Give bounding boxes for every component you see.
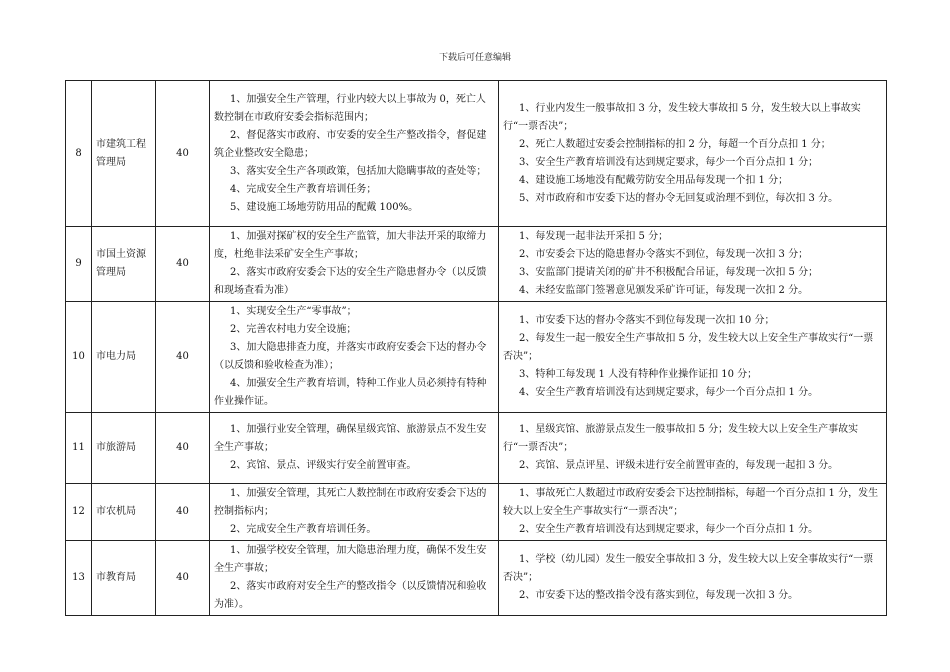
table-row xyxy=(66,541,887,616)
table-row xyxy=(66,81,887,227)
penalty-item: 2、宾馆、景点评星、评级未进行安全前置审查的，每发现一起扣 3 分。 xyxy=(519,460,839,471)
department-name: 市国土资源管理局 xyxy=(92,227,156,302)
requirement-item: 5、建设施工场地劳防用品的配戴 100%。 xyxy=(230,201,419,213)
requirement-item: 1、加强安全生产管理，行业内较大以上事故为 0，死亡人数控制在市政府安委会指标范围内； xyxy=(214,93,486,123)
score-value: 40 xyxy=(156,302,210,413)
penalty-item: 2、每发生一起一般安全生产事故扣 5 分，发生较大以上安全生产事故实行“一票否决”； xyxy=(503,333,874,362)
penalties-cell xyxy=(499,302,887,413)
penalty-item: 4、建设施工场地没有配戴劳防安全用品每发现一个扣 1 分； xyxy=(519,174,789,186)
table-row xyxy=(66,227,887,302)
department-name: 市农机局 xyxy=(92,484,156,541)
row-number: 9 xyxy=(66,227,92,302)
requirement-item: 2、完成安全生产教育培训任务。 xyxy=(230,524,377,535)
requirement-item: 2、落实市政府安委会下达的安全生产隐患督办令（以反馈和现场查看为准） xyxy=(214,267,487,296)
department-name: 市旅游局 xyxy=(92,413,156,484)
penalties-cell xyxy=(499,484,887,541)
penalty-item: 3、安全生产教育培训没有达到规定要求，每少一个百分点扣 1 分； xyxy=(519,156,819,168)
table-row xyxy=(66,413,887,484)
penalty-item: 3、安监部门提请关闭的矿井不积极配合吊证，每发现一次扣 5 分； xyxy=(519,267,819,278)
score-value: 40 xyxy=(156,484,210,541)
penalty-item: 1、学校（幼儿园）发生一般安全事故扣 3 分，发生较大以上安全事故实行“一票否决”； xyxy=(503,554,874,583)
penalty-item: 5、对市政府和市安委下达的督办令无回复或治理不到位，每次扣 3 分。 xyxy=(519,192,839,204)
penalty-item: 2、市安委会下达的隐患督办令落实不到位，每发现一次扣 3 分； xyxy=(519,249,809,260)
requirements-cell xyxy=(210,81,499,227)
row-number: 8 xyxy=(66,81,92,227)
row-number: 11 xyxy=(66,413,92,484)
requirement-item: 3、落实安全生产各项政策，包括加大隐瞒事故的查处等； xyxy=(230,165,487,177)
requirements-cell xyxy=(210,413,499,484)
requirements-cell xyxy=(210,227,499,302)
score-value: 40 xyxy=(156,227,210,302)
requirement-item: 3、加大隐患排查力度，并落实市政府安委会下达的督办令（以反馈和验收检查为准）； xyxy=(214,342,487,371)
requirements-cell xyxy=(210,541,499,616)
penalty-item: 1、星级宾馆、旅游景点发生一般事故扣 5 分；发生较大以上安全生产事故实行“一票否决”； xyxy=(503,424,859,453)
score-value: 40 xyxy=(156,81,210,227)
row-number: 13 xyxy=(66,541,92,616)
penalty-item: 4、安全生产教育培训没有达到规定要求，每少一个百分点扣 1 分。 xyxy=(519,387,819,398)
requirement-item: 1、加强学校安全管理，加大隐患治理力度，确保不发生安全生产事故； xyxy=(214,545,487,574)
score-value: 40 xyxy=(156,541,210,616)
table-row xyxy=(66,484,887,541)
requirement-item: 1、加强安全管理，其死亡人数控制在市政府安委会下达的控制指标内； xyxy=(214,488,487,517)
row-number: 12 xyxy=(66,484,92,541)
penalty-item: 2、市安委下达的整改指令没有落实到位，每发现一次扣 3 分。 xyxy=(519,590,799,601)
penalty-item: 4、未经安监部门签署意见颁发采矿许可证，每发现一次扣 2 分。 xyxy=(519,285,809,296)
requirement-item: 4、完成安全生产教育培训任务； xyxy=(230,183,377,195)
department-name: 市建筑工程管理局 xyxy=(92,81,156,227)
penalty-item: 1、市安委下达的督办令落实不到位每发现一次扣 10 分； xyxy=(519,315,775,326)
requirements-cell xyxy=(210,484,499,541)
table-row xyxy=(66,302,887,413)
department-name: 市电力局 xyxy=(92,302,156,413)
penalty-item: 1、每发现一起非法开采扣 5 分； xyxy=(519,231,669,242)
requirement-item: 1、实现安全生产“零事故”； xyxy=(230,306,357,317)
requirement-item: 2、督促落实市政府、市安委的安全生产整改指令，督促建筑企业整改安全隐患； xyxy=(214,129,487,159)
penalty-item: 2、死亡人数超过安委会控制指标的扣 2 分，每超一个百分点扣 1 分； xyxy=(519,138,831,150)
penalties-cell xyxy=(499,227,887,302)
header-note: 下载后可任意编辑 xyxy=(438,53,511,63)
department-name: 市教育局 xyxy=(92,541,156,616)
requirement-item: 1、加强对探矿权的安全生产监管，加大非法开采的取缔力度，杜绝非法采矿安全生产事故； xyxy=(214,231,487,260)
penalty-item: 1、行业内发生一般事故扣 3 分，发生较大事故扣 5 分，发生较大以上事故实行“一票否决”； xyxy=(503,102,861,132)
requirement-item: 1、加强行业安全管理，确保星级宾馆、旅游景点不发生安全生产事故； xyxy=(214,424,487,453)
penalty-item: 3、特种工每发现 1 人没有特种作业操作证扣 10 分； xyxy=(519,369,758,380)
penalties-cell xyxy=(499,413,887,484)
requirements-cell xyxy=(210,302,499,413)
requirement-item: 4、加强安全生产教育培训，特种工作业人员必须持有特种作业操作证。 xyxy=(214,378,487,407)
assessment-table xyxy=(65,80,887,616)
penalties-cell xyxy=(499,541,887,616)
requirement-item: 2、宾馆、景点、评级实行安全前置审查。 xyxy=(230,460,417,471)
penalties-cell xyxy=(499,81,887,227)
requirement-item: 2、落实市政府对安全生产的整改指令（以反馈情况和验收为准）。 xyxy=(214,581,487,610)
penalty-item: 1、事故死亡人数超过市政府安委会下达控制指标，每超一个百分点扣 1 分，发生较大以上安全生产事故实行“一票否决”； xyxy=(503,488,879,517)
row-number: 10 xyxy=(66,302,92,413)
requirement-item: 2、完善农村电力安全设施； xyxy=(230,324,357,335)
penalty-item: 2、安全生产教育培训没有达到规定要求，每少一个百分点扣 1 分。 xyxy=(519,524,819,535)
score-value: 40 xyxy=(156,413,210,484)
